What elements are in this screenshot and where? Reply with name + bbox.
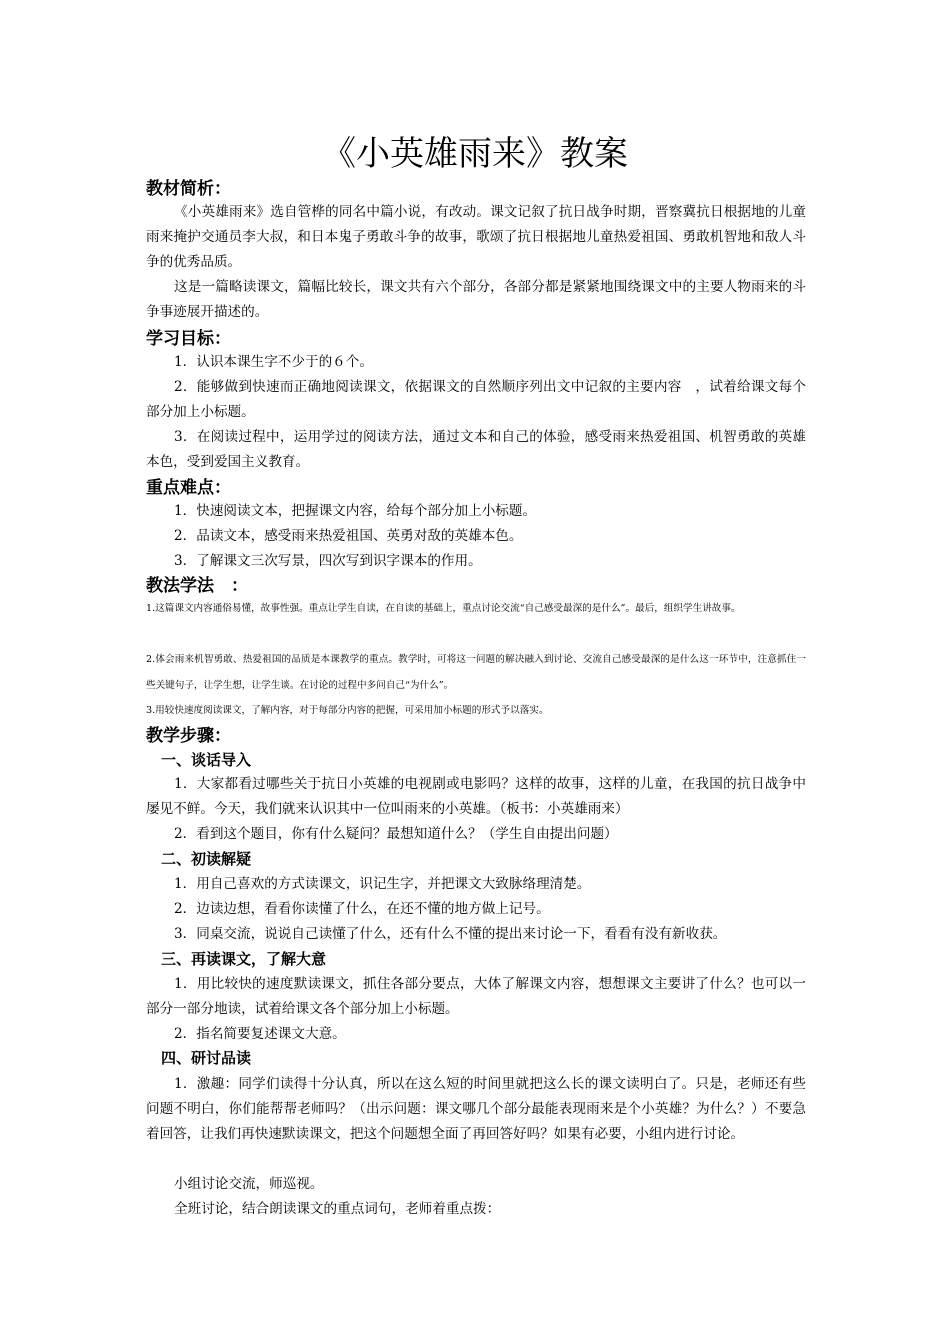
list-item: 3．同桌交流，说说自己读懂了什么，还有什么不懂的提出来讨论一下，看看有没有新收获。 (174, 926, 727, 942)
section-heading-buzhou: 教学步骤： (146, 726, 231, 746)
paragraph: 小组讨论交流，师巡视。 (174, 1176, 324, 1192)
section-heading-jiaocai: 教材简析： (146, 179, 231, 199)
list-item: 2．品读文本，感受雨来热爱祖国、英勇对敌的英雄本色。 (174, 528, 523, 544)
subsection-heading: 一、谈话导入 (161, 751, 252, 769)
list-item: 1．认识本课生字不少于的６个。 (174, 354, 373, 370)
subsection-heading: 四、研讨品读 (161, 1049, 252, 1067)
list-item: 1．用自己喜欢的方式读课文，识记生字，并把课文大致脉络理清楚。 (174, 876, 591, 892)
list-item: 2．边读边想，看看你读懂了什么，在还不懂的地方做上记号。 (174, 901, 550, 917)
paragraph: 《小英雄雨来》选自管桦的同名中篇小说，有改动。课文记叙了抗日战争时期，晋察冀抗日根据地的儿童雨来掩护交通员李大叔，和日本鬼子勇敢斗争的故事，歌颂了抗日根据地儿童热爱祖国、勇敢机智地和敌人斗争的优秀品质。 (146, 204, 806, 270)
subsection-heading: 二、初读解疑 (161, 850, 252, 868)
list-item: 3．了解课文三次写景，四次写到识字课本的作用。 (174, 553, 482, 569)
section-heading-mubiao: 学习目标： (146, 329, 231, 349)
subsection-heading: 三、再读课文，了解大意 (161, 950, 327, 968)
list-item: 2.体会雨来机智勇敢、热爱祖国的品质是本课教学的重点。教学时，可将这一问题的解决融入到讨论、交流自己感受最深的是什么这一环节中，注意抓住一些关键句子，让学生想，让学生谈。在讨论的过程中多问自己“为什么”。 (146, 654, 806, 691)
section-heading-nandian: 重点难点： (146, 478, 231, 498)
list-item: 3．在阅读过程中，运用学过的阅读方法，通过文本和自己的体验，感受雨来热爱祖国、机智勇敢的英雄本色，受到爱国主义教育。 (146, 429, 806, 470)
section-heading-jiaofa: 教法学法 ： (146, 576, 248, 596)
list-item: 2．能够做到快速而正确地阅读课文，依据课文的自然顺序列出文中记叙的主要内容 ，试着给课文每个部分加上小标题。 (146, 379, 806, 420)
list-item: 1．用比较快的速度默读课文，抓住各部分要点，大体了解课文内容，想想课文主要讲了什么？也可以一部分一部分地读，试着给课文各个部分加上小标题。 (146, 976, 806, 1017)
list-item: 2．看到这个题目，你有什么疑问？最想知道什么？（学生自由提出问题） (174, 826, 618, 842)
paragraph: 这是一篇略读课文，篇幅比较长，课文共有六个部分，各部分都是紧紧地围绕课文中的主要人物雨来的斗争事迹展开描述的。 (146, 279, 806, 320)
page-title: 《小英雄雨来》教案 (322, 134, 628, 174)
list-item: 1．大家都看过哪些关于抗日小英雄的电视剧或电影吗？这样的故事，这样的儿童，在我国的抗日战争中屡见不鲜。今天，我们就来认识其中一位叫雨来的小英雄。（板书：小英雄雨来） (146, 776, 806, 817)
paragraph: 全班讨论，结合朗读课文的重点词句，老师着重点拨： (174, 1201, 501, 1217)
list-item: 1．激趣：同学们读得十分认真，所以在这么短的时间里就把这么长的课文读明白了。只是，老师还有些问题不明白，你们能帮帮老师吗？（出示问题：课文哪几个部分最能表现雨来是个小英雄？为什么？）不要急着回答，让我们再快速默读课文，把这个问题想全面了再回答好吗？如果有必要，小组内进行讨论。 (146, 1076, 806, 1142)
list-item: 2．指名简要复述课文大意。 (174, 1026, 346, 1042)
list-item: 1.这篇课文内容通俗易懂，故事性强。重点让学生自读，在自读的基础上，重点讨论交流“自己感受最深的是什么”。最后，组织学生讲故事。 (146, 603, 741, 614)
list-item: 3.用较快速度阅读课文，了解内容，对于每部分内容的把握，可采用加小标题的形式予以落实。 (146, 705, 549, 716)
list-item: 1．快速阅读文本，把握课文内容，给每个部分加上小标题。 (174, 503, 537, 519)
